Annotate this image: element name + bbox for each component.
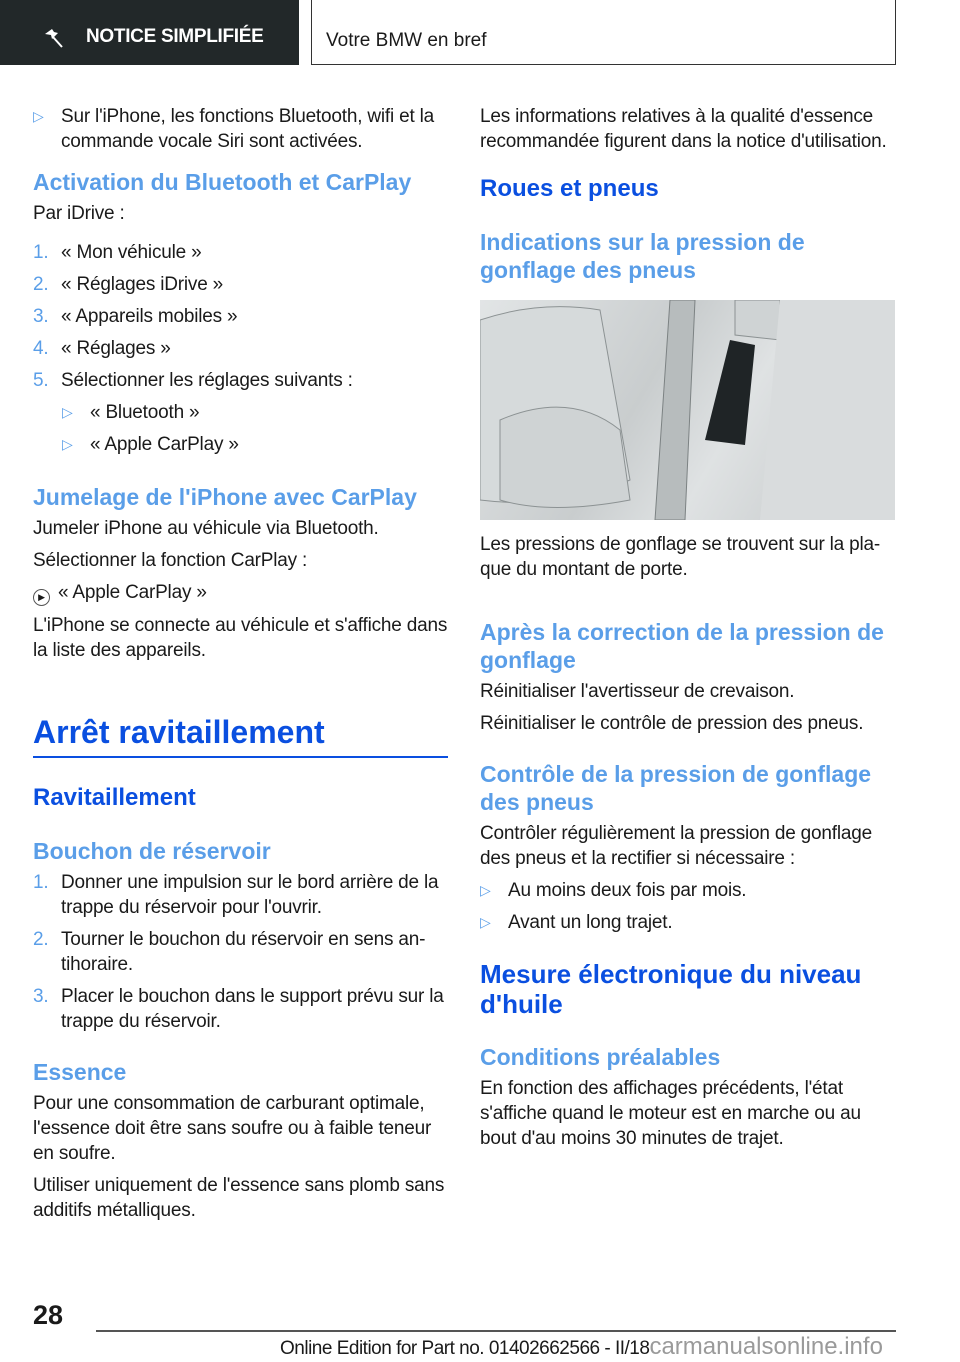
bullet-text: Avant un long trajet. xyxy=(508,912,673,933)
heading-conditions: Conditions préalables xyxy=(480,1044,721,1070)
bullet-item xyxy=(480,878,895,903)
step-text: Placer le bouchon dans le support prévu sur la trappe du réservoir. xyxy=(61,986,444,1032)
bullet-item xyxy=(480,910,895,935)
paragraph: Réinitialiser le contrôle de pression des pneus. xyxy=(480,713,864,734)
pin-icon xyxy=(42,25,66,49)
paragraph: Jumeler iPhone au véhicule via Bluetooth. xyxy=(33,518,379,539)
left-column xyxy=(33,104,448,663)
sub-text: « Apple CarPlay » xyxy=(90,434,239,455)
chapter-title: Votre BMW en bref xyxy=(326,30,487,51)
heading-essence: Essence xyxy=(33,1059,127,1085)
par-idrive: Par iDrive : xyxy=(33,203,125,224)
heading-mesure: Mesure électronique du niveau d'huile xyxy=(480,959,862,1019)
carplay-text: « Apple CarPlay » xyxy=(58,582,207,603)
step-text: « Réglages » xyxy=(61,338,171,359)
paragraph: Utiliser uniquement de l'essence sans plomb sans additifs métalliques. xyxy=(33,1175,445,1221)
step-text: « Mon véhicule » xyxy=(61,242,202,263)
footer-rule xyxy=(96,1330,896,1332)
step-num: 3. xyxy=(33,306,49,327)
paragraph: Contrôler régulièrement la pression de gonflage des pneus et la rectifier si nécessaire : xyxy=(480,823,872,869)
step-num: 2. xyxy=(33,274,49,295)
page-number: 28 xyxy=(33,1300,64,1330)
paragraph: Pour une consommation de carburant optimale, l'essence doit être sans soufre ou à faible teneur en soufre. xyxy=(33,1093,432,1164)
heading-indications: Indications sur la pression de gonflage des pneus xyxy=(480,229,805,283)
triangle-bullet-icon: ▷ xyxy=(480,914,491,930)
step-num: 1. xyxy=(33,872,49,893)
section-title: NOTICE SIMPLIFIÉE xyxy=(86,25,264,47)
triangle-bullet-icon: ▷ xyxy=(62,436,73,452)
paragraph: Sélectionner la fonction CarPlay : xyxy=(33,550,308,571)
heading-jumelage: Jumelage de l'iPhone avec CarPlay xyxy=(33,484,417,510)
play-circle-icon: ▶ xyxy=(33,589,50,606)
step-item xyxy=(33,984,448,1034)
watermark: carmanualsonline.info xyxy=(649,1333,883,1360)
step-num: 4. xyxy=(33,338,49,359)
step-item xyxy=(33,304,448,329)
edition-text: Online Edition for Part no. 01402662566 - II/18 xyxy=(280,1338,650,1359)
step-item xyxy=(33,368,448,393)
step-text: Sélectionner les réglages suivants : xyxy=(61,370,353,391)
bullet-item xyxy=(33,104,448,154)
step-item xyxy=(33,336,448,361)
image-caption: Les pressions de gonflage se trouvent sur la plaque du montant de porte. xyxy=(480,534,881,580)
step-num: 1. xyxy=(33,242,49,263)
paragraph: Les informations relatives à la qualité d'essence recommandée figurent dans la notice d'utilisation. xyxy=(480,106,887,152)
step-num: 3. xyxy=(33,986,49,1007)
heading-ravitaillement: Ravitaillement xyxy=(33,784,196,811)
sub-bullet xyxy=(62,400,448,425)
sub-bullet xyxy=(62,432,448,457)
heading-arret: Arrêt ravitaillement xyxy=(33,714,325,750)
bullet-text: Sur l'iPhone, les fonctions Bluetooth, wifi et la commande vocale Siri sont activées. xyxy=(61,106,434,152)
step-item xyxy=(33,927,448,977)
paragraph: Réinitialiser l'avertisseur de crevaison. xyxy=(480,681,795,702)
sub-text: « Bluetooth » xyxy=(90,402,200,423)
left-column-lower xyxy=(33,783,448,1223)
step-text: Tourner le bouchon du réservoir en sens antihoraire. xyxy=(61,929,426,975)
paragraph: L'iPhone se connecte au véhicule et s'affiche dans la liste des appareils. xyxy=(33,615,448,661)
heading-rule xyxy=(33,756,448,758)
chapter-tab xyxy=(311,0,896,65)
footer-text xyxy=(280,1333,883,1361)
heading-activation: Activation du Bluetooth et CarPlay xyxy=(33,169,412,195)
right-column xyxy=(480,104,895,1151)
step-num: 5. xyxy=(33,370,49,391)
heading-bouchon: Bouchon de réservoir xyxy=(33,838,271,864)
triangle-bullet-icon: ▷ xyxy=(33,108,44,124)
step-text: Donner une impulsion sur le bord arrière de la trappe du réservoir pour l'ouvrir. xyxy=(61,872,439,918)
step-item xyxy=(33,272,448,297)
step-text: « Appareils mobiles » xyxy=(61,306,238,327)
triangle-bullet-icon: ▷ xyxy=(480,882,491,898)
bullet-text: Au moins deux fois par mois. xyxy=(508,880,747,901)
door-pillar-image xyxy=(480,300,895,520)
heading-roues: Roues et pneus xyxy=(480,175,659,202)
heading-controle: Contrôle de la pression de gonflage des pneus xyxy=(480,761,872,815)
step-item xyxy=(33,870,448,920)
door-illustration xyxy=(480,300,895,520)
heading-apres: Après la correction de la pression de gonflage xyxy=(480,619,884,673)
step-item xyxy=(33,240,448,265)
section-tab xyxy=(0,0,299,65)
step-num: 2. xyxy=(33,929,49,950)
carplay-item xyxy=(33,580,448,606)
step-text: « Réglages iDrive » xyxy=(61,274,224,295)
paragraph: En fonction des affichages précédents, l'état s'affiche quand le moteur est en marche ou au bout d'au moins 30 minutes de trajet. xyxy=(480,1078,861,1149)
triangle-bullet-icon: ▷ xyxy=(62,404,73,420)
